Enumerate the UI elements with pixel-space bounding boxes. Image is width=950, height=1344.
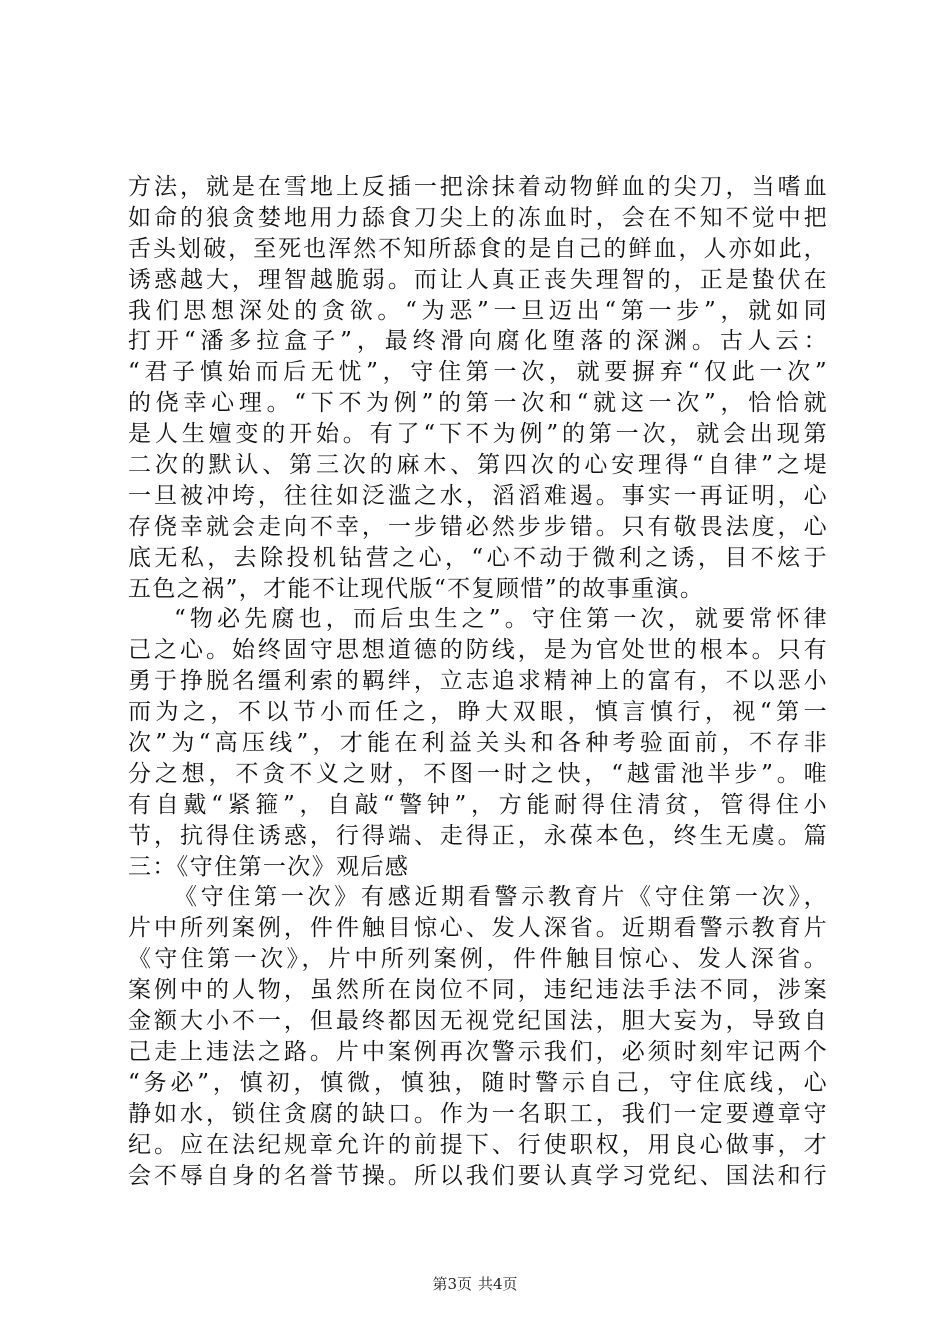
text-line: 舌头划破，至死也浑然不知所舔食的是自己的鲜血，人亦如此， [128,235,828,262]
page-footer [0,1274,950,1294]
paragraph-start-line: “物必先腐也，而后虫生之”。守住第一次，就要常怀律 [174,606,828,633]
text-line: 勇于挣脱名缰利索的羁绊，立志追求精神上的富有，不以恶小 [128,668,828,695]
text-line: 我们思想深处的贪欲。“为恶”一旦迈出“第一步”，就如同 [128,297,828,324]
text-line: 案例中的人物，虽然所在岗位不同，违纪违法手法不同，涉案 [128,977,828,1004]
text-line: 底无私，去除投机钻营之心，“心不动于微利之诱，目不炫于 [128,544,828,571]
page-number: 第3页 [432,1275,472,1293]
text-line: 存侥幸就会走向不幸，一步错必然步步错。只有敬畏法度，心 [128,513,828,540]
text-line: 纪。应在法纪规章允许的前提下、行使职权，用良心做事，才 [128,1131,828,1158]
paragraph-start-line: 《守住第一次》有感近期看警示教育片《守住第一次》， [174,884,828,911]
text-line: 金额大小不一，但最终都因无视党纪国法，胆大妄为，导致自 [128,1008,828,1035]
text-line: 而为之，不以节小而任之，睁大双眼，慎言慎行，视“第一 [128,699,828,726]
text-line: 节，抗得住诱惑，行得端、走得正，永葆本色，终生无虞。篇 [128,822,828,849]
text-line: “君子慎始而后无忧”，守住第一次，就要摒弃“仅此一次” [128,359,828,386]
text-line: 二次的默认、第三次的麻木、第四次的心安理得“自律”之堤 [128,452,828,479]
text-line: 五色之祸”，才能不让现代版“不复顾惜”的故事重演。 [128,575,705,602]
text-line: 是人生嬗变的开始。有了“下不为例”的第一次，就会出现第 [128,421,828,448]
text-line: 如命的狼贪婪地用力舔食刀尖上的冻血时，会在不知不觉中把 [128,204,828,231]
text-line: 诱惑越大，理智越脆弱。而让人真正丧失理智的，正是蛰伏在 [128,266,828,293]
text-line: 打开“潘多拉盒子”，最终滑向腐化堕落的深渊。古人云： [128,328,828,355]
text-line: 的侥幸心理。“下不为例”的第一次和“就这一次”，恰恰就 [128,390,828,417]
text-line: 片中所列案例，件件触目惊心、发人深省。近期看警示教育片 [128,915,828,942]
text-line: “务必”，慎初，慎微，慎独，随时警示自己，守住底线，心 [128,1069,828,1096]
text-line: 《守住第一次》，片中所列案例，件件触目惊心、发人深省。 [128,946,828,973]
page-total: 共4页 [478,1275,518,1293]
text-line: 静如水，锁住贪腐的缺口。作为一名职工，我们一定要遵章守 [128,1100,828,1127]
text-line: 己走上违法之路。片中案例再次警示我们，必须时刻牢记两个 [128,1038,828,1065]
text-line: 分之想，不贪不义之财，不图一时之快，“越雷池半步”。唯 [128,760,828,787]
text-line: 会不辱自身的名誉节操。所以我们要认真学习党纪、国法和行 [128,1162,828,1189]
text-line: 有自戴“紧箍”，自敲“警钟”，方能耐得住清贫，管得住小 [128,791,828,818]
text-line: 己之心。始终固守思想道德的防线，是为官处世的根本。只有 [128,637,828,664]
body-text [128,172,828,1191]
text-line: 方法，就是在雪地上反插一把涂抹着动物鲜血的尖刀，当嗜血 [128,174,828,200]
text-line: 一旦被冲垮，往往如泛滥之水，滔滔难遏。事实一再证明，心 [128,482,828,509]
section-heading-line: 三：《守住第一次》观后感 [128,853,410,880]
text-line: 次”为“高压线”，才能在利益关头和各种考验面前，不存非 [128,730,828,757]
